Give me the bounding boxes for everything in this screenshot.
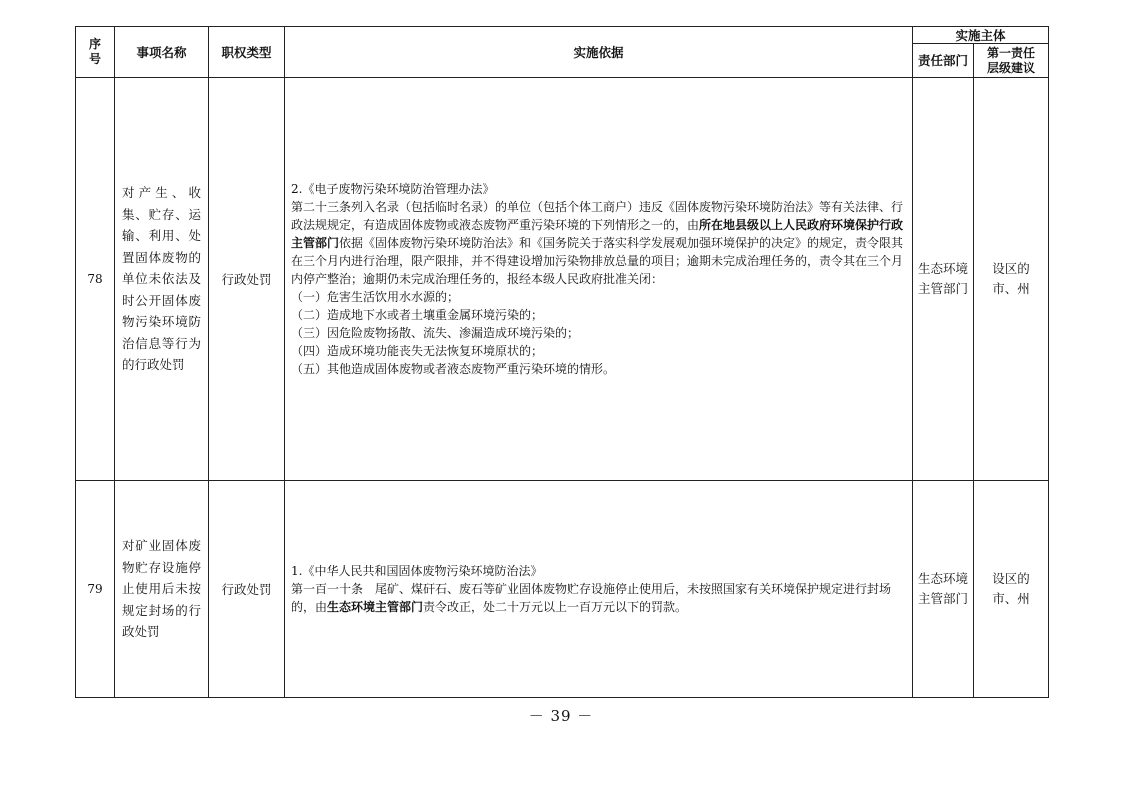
table-row bbox=[76, 78, 1049, 481]
enforcement-table bbox=[75, 26, 1049, 698]
header-seq: 序号 bbox=[76, 27, 115, 78]
row-authority-type: 行政处罚 bbox=[209, 78, 285, 481]
basis-paragraph: 第二十三条列入名录（包括临时名录）的单位（包括个体工商户）违反《固体废物污染环境防治法》等有关法律、行政法规规定，有造成固体废物或液态废物严重污染环境的下列情形之一的，由所在地县级以上人民政府环境保护行政主管部门依据《固体废物污染环境防治法》和《国务院关于落实科学发展观加强环境保护的决定》的规定，责令限其在三个月内进行治理，限产限排，并不得建设增加污染物排放总量的项目；逾期未完成治理任务的，责令其在三个月内停产整治；逾期仍未完成治理任务的，报经本级人民政府批准关闭： bbox=[291, 200, 904, 286]
row-authority-type: 行政处罚 bbox=[209, 481, 285, 698]
basis-title: 2.《电子废物污染环境防治管理办法》 bbox=[291, 182, 495, 196]
basis-item: （二）造成地下水或者土壤重金属环境污染的； bbox=[291, 308, 544, 322]
row-seq: 78 bbox=[76, 78, 115, 481]
header-type: 职权类型 bbox=[209, 27, 285, 78]
basis-paragraph: 第一百一十条 尾矿、煤矸石、废石等矿业固体废物贮存设施停止使用后，未按照国家有关环境保护规定进行封场的，由生态环境主管部门责令改正，处二十万元以上一百万元以下的罚款。 bbox=[291, 582, 892, 614]
header-name: 事项名称 bbox=[115, 27, 209, 78]
table-row bbox=[76, 481, 1049, 698]
header-subject: 实施主体 bbox=[913, 27, 1049, 44]
basis-item: （三）因危险废物扬散、流失、渗漏造成环境污染的； bbox=[291, 326, 580, 340]
basis-item: （四）造成环境功能丧失无法恢复环境原状的； bbox=[291, 344, 544, 358]
header-dept: 责任部门 bbox=[913, 44, 974, 78]
header-basis: 实施依据 bbox=[285, 27, 913, 78]
row-dept: 生态环境主管部门 bbox=[913, 78, 974, 481]
header-level: 第一责任层级建议 bbox=[974, 44, 1049, 78]
row-level: 设区的市、州 bbox=[974, 78, 1049, 481]
row-basis bbox=[285, 78, 913, 481]
row-dept: 生态环境主管部门 bbox=[913, 481, 974, 698]
row-seq: 79 bbox=[76, 481, 115, 698]
row-basis bbox=[285, 481, 913, 698]
row-item-name: 对矿业固体废物贮存设施停止使用后未按规定封场的行政处罚 bbox=[115, 481, 209, 698]
basis-bold-authority: 生态环境主管部门 bbox=[327, 600, 424, 614]
basis-bold-authority: 所在地县级以上人民政府环境保护行政主管部门 bbox=[291, 218, 904, 250]
row-item-name: 对产生、收集、贮存、运输、利用、处置固体废物的单位未依法及时公开固体废物污染环境防治信息等行为的行政处罚 bbox=[115, 78, 209, 481]
page-number: － 39 － bbox=[528, 707, 594, 725]
basis-item: （五）其他造成固体废物或者液态废物严重污染环境的情形。 bbox=[291, 362, 616, 376]
basis-title: 1.《中华人民共和国固体废物污染环境防治法》 bbox=[291, 564, 543, 578]
basis-item: （一）危害生活饮用水水源的； bbox=[291, 290, 460, 304]
row-level: 设区的市、州 bbox=[974, 481, 1049, 698]
